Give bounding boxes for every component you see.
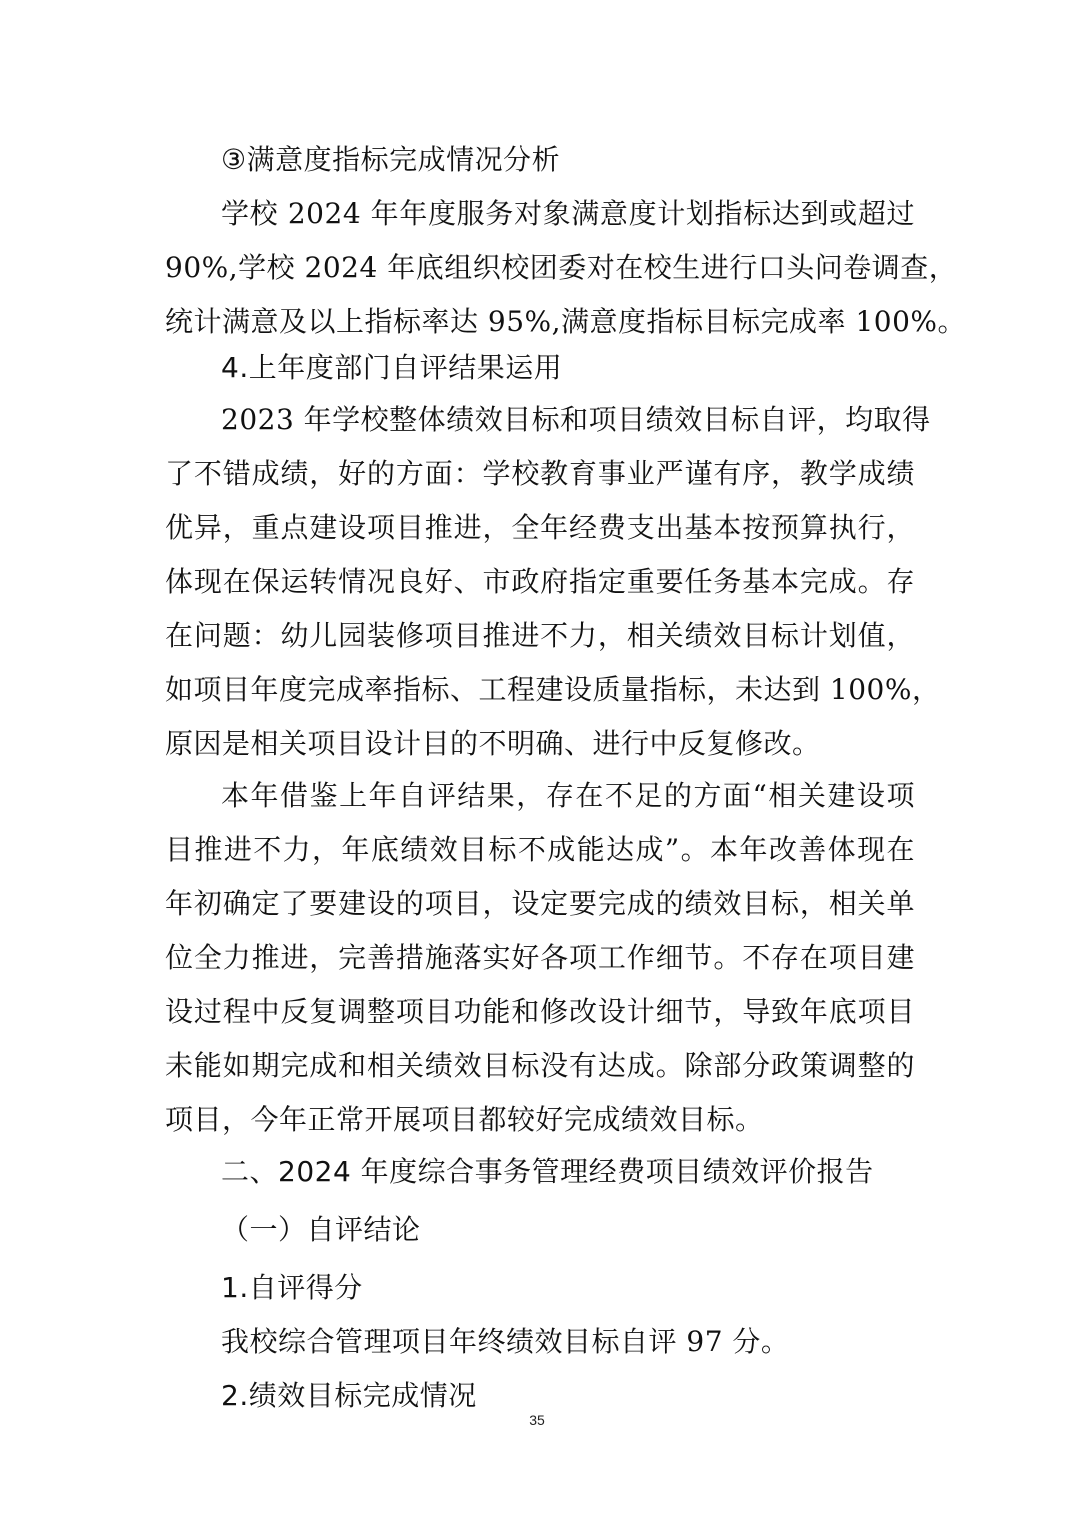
paragraph-line: 本年借鉴上年自评结果，存在不足的方面“相关建设项	[221, 779, 915, 812]
paragraph-line: 未能如期完成和相关绩效目标没有达成。除部分政策调整的	[165, 1049, 915, 1082]
paragraph-line: 统计满意及以上指标率达 95%,满意度指标目标完成率 100%。	[165, 305, 966, 338]
prior-year-heading: 4.上年度部门自评结果运用	[221, 351, 563, 384]
paragraph-line: 2023 年学校整体绩效目标和项目绩效目标自评，均取得	[221, 403, 931, 436]
report-heading: 二、2024 年度综合事务管理经费项目绩效评价报告	[221, 1155, 874, 1188]
page-number: 35	[529, 1412, 545, 1428]
paragraph-line: 学校 2024 年年度服务对象满意度计划指标达到或超过	[221, 197, 915, 230]
paragraph-line: 如项目年度完成率指标、工程建设质量指标，未达到 100%，	[165, 673, 941, 706]
paragraph-line: 在问题：幼儿园装修项目推进不力，相关绩效目标计划值，	[165, 619, 915, 652]
paragraph-line: 优异，重点建设项目推进，全年经费支出基本按预算执行，	[165, 511, 915, 544]
score-text: 我校综合管理项目年终绩效目标自评 97 分。	[221, 1325, 790, 1358]
paragraph-line: 体现在保运转情况良好、市政府指定重要任务基本完成。存	[165, 565, 915, 598]
paragraph-line: 原因是相关项目设计目的不明确、进行中反复修改。	[165, 727, 821, 760]
paragraph-line: 90%,学校 2024 年底组织校团委对在校生进行口头问卷调查，	[165, 251, 958, 284]
paragraph-line: 项目，今年正常开展项目都较好完成绩效目标。	[165, 1103, 764, 1136]
paragraph-line: 了不错成绩，好的方面：学校教育事业严谨有序，教学成绩	[165, 457, 915, 490]
conclusion-heading: （一）自评结论	[221, 1213, 421, 1246]
satisfaction-heading: ③满意度指标完成情况分析	[221, 143, 561, 176]
paragraph-line: 设过程中反复调整项目功能和修改设计细节，导致年底项目	[165, 995, 915, 1028]
paragraph-line: 目推进不力，年底绩效目标不成能达成”。本年改善体现在	[165, 833, 915, 866]
paragraph-line: 位全力推进，完善措施落实好各项工作细节。不存在项目建	[165, 941, 915, 974]
score-heading: 1.自评得分	[221, 1271, 363, 1304]
goal-heading: 2.绩效目标完成情况	[221, 1379, 477, 1412]
paragraph-line: 年初确定了要建设的项目，设定要完成的绩效目标，相关单	[165, 887, 915, 920]
